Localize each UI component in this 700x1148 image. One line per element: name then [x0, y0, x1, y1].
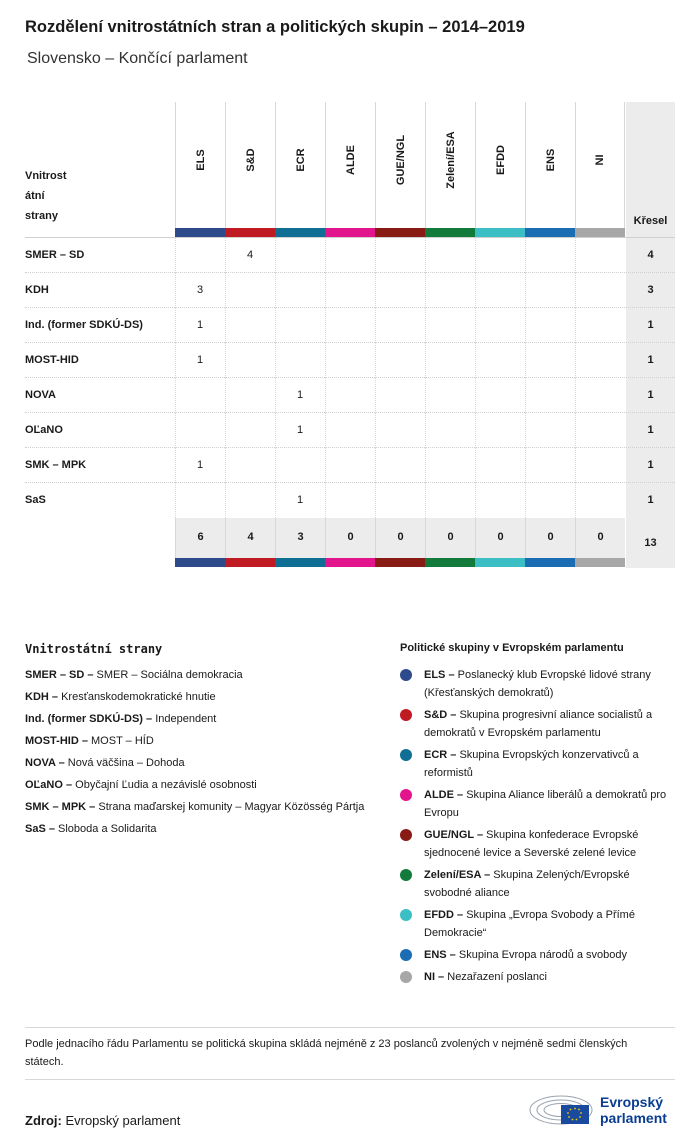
seat-count-cell: 3 — [196, 284, 204, 296]
seat-count-cell: 4 — [246, 249, 254, 261]
row-seats-total: 4 — [626, 238, 675, 273]
group-column-label: Zelení/ESA — [444, 131, 457, 189]
seat-count-cell: 1 — [296, 424, 304, 436]
row-seats-total: 1 — [626, 483, 675, 518]
cell-background — [275, 343, 325, 378]
cell-background — [475, 273, 525, 308]
divider — [25, 1079, 675, 1080]
cell-background — [475, 308, 525, 343]
cell-background — [275, 308, 325, 343]
group-color-bar — [225, 558, 275, 567]
cell-background — [475, 448, 525, 483]
cell-background — [375, 343, 425, 378]
group-legend-item — [400, 706, 680, 742]
group-color-dot-icon — [400, 909, 412, 921]
group-total: 0 — [425, 518, 475, 558]
cell-background — [175, 413, 225, 448]
group-legend-abbr: ELS – — [424, 669, 455, 681]
group-total: 0 — [375, 518, 425, 558]
group-column-label: GUE/NGL — [394, 134, 407, 186]
cell-background — [425, 413, 475, 448]
seat-count-cell: 1 — [196, 354, 204, 366]
party-legend-item — [25, 754, 370, 772]
group-total: 0 — [525, 518, 575, 558]
party-legend-item — [25, 798, 370, 816]
cell-background — [575, 483, 625, 518]
row-header-line: strany — [25, 210, 59, 222]
cell-background — [575, 413, 625, 448]
group-color-dot-icon — [400, 749, 412, 761]
group-legend-item — [400, 826, 680, 862]
cell-background — [325, 343, 375, 378]
table-row — [25, 377, 675, 412]
group-color-bar — [475, 228, 525, 237]
cell-background — [575, 448, 625, 483]
group-total: 0 — [575, 518, 625, 558]
cell-background — [325, 273, 375, 308]
group-legend-full: Poslanecký klub Evropské lidové strany (Křesťanských demokratů) — [424, 669, 651, 699]
party-name: NOVA — [25, 389, 56, 401]
group-legend-abbr: EFDD – — [424, 909, 464, 921]
group-legend-item — [400, 786, 680, 822]
cell-background — [475, 378, 525, 413]
group-column-header — [525, 102, 575, 228]
cell-background — [375, 273, 425, 308]
cell-background — [525, 483, 575, 518]
cell-background — [325, 483, 375, 518]
cell-background — [375, 413, 425, 448]
row-seats-total: 1 — [626, 448, 675, 483]
group-column-header — [425, 102, 475, 228]
cell-background — [475, 483, 525, 518]
cell-background — [225, 413, 275, 448]
party-legend-full: Strana maďarskej komunity – Magyar Közösség Pártja — [98, 801, 365, 813]
group-color-dot-icon — [400, 669, 412, 681]
group-total: 4 — [225, 518, 275, 558]
cell-background — [575, 273, 625, 308]
groups-legend — [400, 666, 680, 990]
group-legend-full: Skupina konfederace Evropské sjednocené levice a Severské zelené levice — [424, 829, 639, 859]
cell-background — [425, 308, 475, 343]
party-legend-abbr: Ind. (former SDKÚ-DS) – — [25, 713, 153, 725]
group-column-label: EFDD — [494, 145, 507, 175]
table-row — [25, 237, 675, 272]
group-column-label: S&D — [244, 148, 257, 172]
group-color-dot-icon — [400, 971, 412, 983]
cell-background — [525, 413, 575, 448]
logo-text — [600, 1094, 667, 1126]
party-legend-item — [25, 710, 370, 728]
group-column-label: ELS — [194, 149, 207, 171]
cell-background — [525, 448, 575, 483]
party-legend-item — [25, 776, 370, 794]
group-color-bar — [425, 558, 475, 567]
seat-count-cell: 1 — [196, 319, 204, 331]
group-color-bar — [525, 558, 575, 567]
group-legend-item — [400, 666, 680, 702]
cell-background — [375, 483, 425, 518]
group-column-header — [475, 102, 525, 228]
parties-legend-title: Vnitrostátní strany — [25, 642, 163, 656]
table-row — [25, 342, 675, 377]
page-subtitle: Slovensko – Končící parlament — [27, 50, 248, 67]
party-name: MOST-HID — [25, 354, 79, 366]
group-color-dot-icon — [400, 949, 412, 961]
group-color-bar — [325, 558, 375, 567]
group-column-label: ENS — [544, 148, 557, 172]
group-color-bar — [475, 558, 525, 567]
table-row — [25, 482, 675, 517]
group-legend-abbr: ALDE – — [424, 789, 464, 801]
divider — [25, 1027, 675, 1028]
cell-background — [525, 273, 575, 308]
cell-background — [425, 238, 475, 273]
party-legend-abbr: OĽaNO – — [25, 779, 73, 791]
seats-column-header — [626, 102, 675, 237]
party-legend-full: Nová väčšina – Dohoda — [67, 757, 185, 769]
cell-background — [425, 483, 475, 518]
group-color-bar — [375, 228, 425, 237]
cell-background — [375, 308, 425, 343]
group-total: 0 — [475, 518, 525, 558]
logo-line: Evropský — [600, 1094, 664, 1110]
group-legend-abbr: ENS – — [424, 949, 456, 961]
group-legend-abbr: GUE/NGL – — [424, 829, 484, 841]
group-legend-item — [400, 906, 680, 942]
party-legend-item — [25, 666, 370, 684]
row-seats-total: 1 — [626, 413, 675, 448]
group-total: 0 — [325, 518, 375, 558]
cell-background — [575, 343, 625, 378]
row-seats-total: 1 — [626, 308, 675, 343]
group-legend-full: Skupina Evropa národů a svobody — [458, 949, 628, 961]
party-name: SMK – MPK — [25, 459, 87, 471]
cell-background — [225, 343, 275, 378]
group-column-label: ECR — [294, 148, 307, 172]
group-legend-item — [400, 968, 680, 986]
source-line — [25, 1113, 180, 1128]
group-column-header — [225, 102, 275, 228]
party-legend-abbr: SMER – SD – — [25, 669, 94, 681]
cell-background — [325, 448, 375, 483]
row-seats-total: 1 — [626, 378, 675, 413]
cell-background — [225, 378, 275, 413]
group-column-label: ALDE — [344, 145, 357, 175]
cell-background — [175, 378, 225, 413]
parties-legend — [25, 666, 370, 842]
group-color-dot-icon — [400, 789, 412, 801]
group-legend-item — [400, 946, 680, 964]
party-legend-abbr: MOST-HID – — [25, 735, 88, 747]
cell-background — [375, 448, 425, 483]
cell-background — [375, 378, 425, 413]
cell-background — [225, 308, 275, 343]
cell-background — [275, 448, 325, 483]
cell-background — [325, 308, 375, 343]
party-name: OĽaNO — [25, 424, 63, 436]
group-color-bar — [575, 558, 625, 567]
group-legend-abbr: NI – — [424, 971, 445, 983]
group-column-header — [375, 102, 425, 228]
row-seats-total: 1 — [626, 343, 675, 378]
group-color-bar — [225, 228, 275, 237]
logo-line: parlament — [600, 1110, 667, 1126]
table-row — [25, 412, 675, 447]
table-row — [25, 272, 675, 307]
cell-background — [575, 378, 625, 413]
group-column-header — [325, 102, 375, 228]
group-column-header — [275, 102, 325, 228]
group-legend-full: Skupina progresivní aliance socialistů a demokratů v Evropském parlamentu — [424, 709, 653, 739]
cell-background — [425, 273, 475, 308]
cell-background — [375, 238, 425, 273]
row-seats-total: 3 — [626, 273, 675, 308]
cell-background — [225, 483, 275, 518]
party-legend-full: SMER – Sociálna demokracia — [96, 669, 243, 681]
group-color-bar — [275, 228, 325, 237]
group-legend-abbr: ECR – — [424, 749, 457, 761]
party-legend-item — [25, 820, 370, 838]
party-legend-full: Sloboda a Solidarita — [58, 823, 157, 835]
cell-background — [225, 448, 275, 483]
party-legend-full: Kresťanskodemokratické hnutie — [61, 691, 216, 703]
table-row — [25, 447, 675, 482]
party-name: KDH — [25, 284, 49, 296]
party-name: Ind. (former SDKÚ-DS) — [25, 319, 143, 331]
cell-background — [225, 273, 275, 308]
group-legend-item — [400, 746, 680, 782]
group-total: 3 — [275, 518, 325, 558]
cell-background — [475, 238, 525, 273]
group-total: 6 — [175, 518, 225, 558]
cell-background — [525, 343, 575, 378]
cell-background — [275, 273, 325, 308]
cell-background — [425, 343, 475, 378]
cell-background — [425, 448, 475, 483]
seat-count-cell: 1 — [196, 459, 204, 471]
cell-background — [325, 378, 375, 413]
cell-background — [325, 238, 375, 273]
group-color-dot-icon — [400, 709, 412, 721]
party-legend-item — [25, 688, 370, 706]
seat-count-cell: 1 — [296, 389, 304, 401]
cell-background — [525, 378, 575, 413]
party-legend-abbr: KDH – — [25, 691, 59, 703]
group-column-header — [175, 102, 225, 228]
party-legend-full: Obyčajní Ľudia a nezávislé osobnosti — [75, 779, 257, 791]
party-legend-item — [25, 732, 370, 750]
party-name: SMER – SD — [25, 249, 85, 261]
cell-background — [175, 238, 225, 273]
group-legend-full: Skupina „Evropa Svobody a Přímé Demokracie“ — [424, 909, 635, 939]
group-column-label: NI — [594, 154, 606, 166]
party-name: SaS — [25, 494, 46, 506]
group-color-bar — [425, 228, 475, 237]
row-header-line: Vnitrost — [25, 170, 67, 182]
party-legend-full: MOST – HÍD — [91, 735, 154, 747]
group-color-bar — [275, 558, 325, 567]
seat-count-cell: 1 — [296, 494, 304, 506]
group-color-bar — [375, 558, 425, 567]
party-legend-full: Independent — [155, 713, 217, 725]
group-legend-full: Nezařazení poslanci — [447, 971, 547, 983]
group-color-bar — [175, 558, 225, 567]
party-legend-abbr: SaS – — [25, 823, 55, 835]
group-color-bar — [175, 228, 225, 237]
group-color-bar — [325, 228, 375, 237]
group-legend-full: Skupina Evropských konzervativců a reformistů — [424, 749, 639, 779]
cell-background — [275, 238, 325, 273]
group-color-bar — [575, 228, 625, 237]
seats-header-label: Křesel — [633, 215, 668, 227]
source-label: Zdroj: — [25, 1113, 62, 1128]
group-legend-full: Skupina Aliance liberálů a demokratů pro Evropu — [424, 789, 667, 819]
cell-background — [525, 238, 575, 273]
cell-background — [525, 308, 575, 343]
row-header-label — [25, 166, 67, 226]
party-legend-abbr: NOVA – — [25, 757, 65, 769]
group-legend-full: Skupina Zelených/Evropské svobodné aliance — [424, 869, 630, 899]
group-legend-item — [400, 866, 680, 902]
cell-background — [425, 378, 475, 413]
party-legend-abbr: SMK – MPK – — [25, 801, 96, 813]
grand-total-seats: 13 — [626, 518, 675, 568]
group-column-header — [575, 102, 625, 228]
group-legend-abbr: S&D – — [424, 709, 457, 721]
cell-background — [475, 343, 525, 378]
cell-background — [175, 483, 225, 518]
group-color-dot-icon — [400, 869, 412, 881]
footnote: Podle jednacího řádu Parlamentu se politická skupina skládá nejméně z 23 poslanců zvolených v nejméně sedmi členských státech. — [25, 1038, 628, 1068]
source-value: Evropský parlament — [65, 1113, 181, 1128]
group-legend-abbr: Zelení/ESA – — [424, 869, 491, 881]
group-color-bar — [525, 228, 575, 237]
cell-background — [575, 238, 625, 273]
table-row — [25, 307, 675, 342]
cell-background — [325, 413, 375, 448]
cell-background — [575, 308, 625, 343]
group-color-dot-icon — [400, 829, 412, 841]
groups-legend-title: Politické skupiny v Evropském parlamentu — [400, 642, 624, 654]
row-header-line: átní — [25, 190, 45, 202]
page-title: Rozdělení vnitrostátních stran a politických skupin – 2014–2019 — [25, 18, 525, 36]
cell-background — [475, 413, 525, 448]
